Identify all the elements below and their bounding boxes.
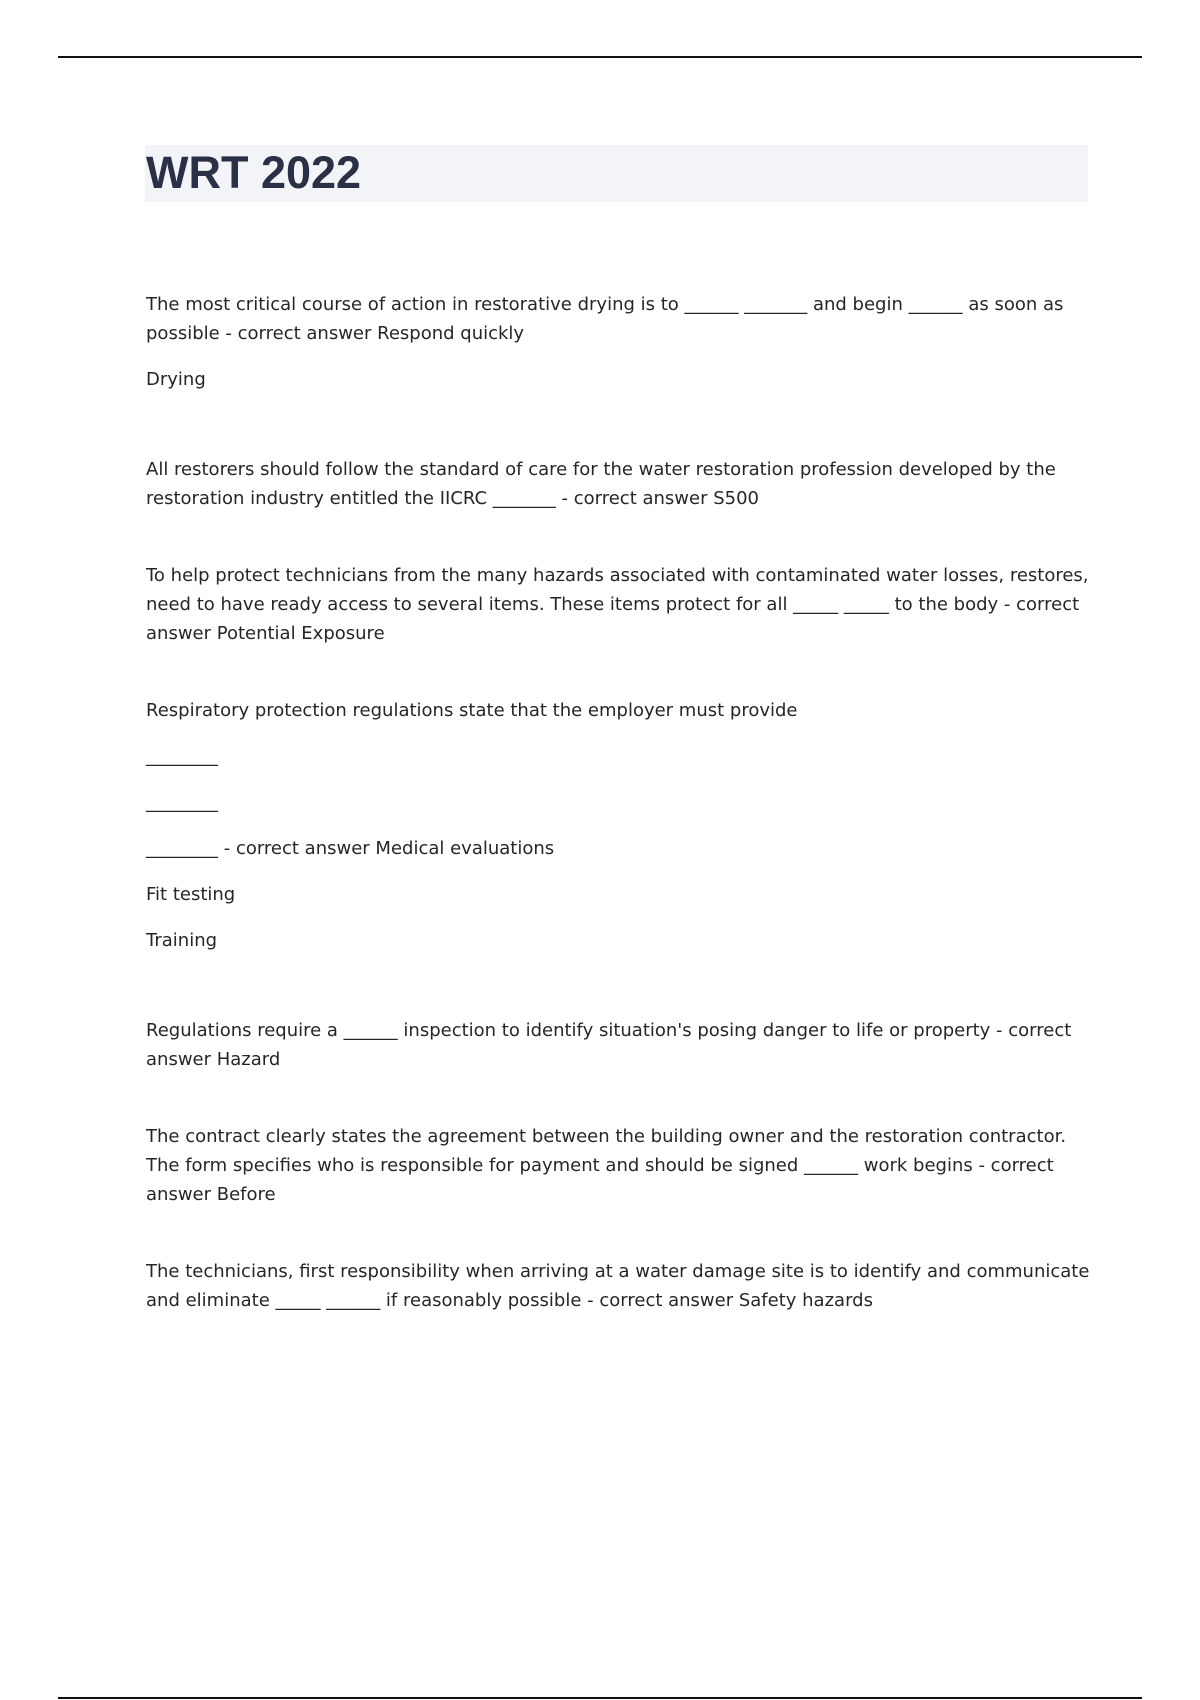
qa-question: The technicians, first responsibility when arriving at a water damage site is to identify and communicate and eliminate _____ ______ if reasonably possible - correct answer Safety hazards bbox=[146, 1261, 1090, 1311]
qa-answer-line: Fit testing bbox=[146, 884, 236, 905]
qa-question: The most critical course of action in restorative drying is to ______ _______ and begin ______ as soon as possible - correct answer Respond quickly bbox=[146, 294, 1064, 344]
qa-item-1 bbox=[146, 290, 1092, 394]
qa-answer-line: Training bbox=[146, 930, 218, 951]
qa-question: The contract clearly states the agreement between the building owner and the restoration contractor. The form specifies who is responsible for payment and should be signed ______ work begins - correct answer Before bbox=[146, 1126, 1067, 1205]
qa-item-2 bbox=[146, 455, 1092, 513]
qa-item-7 bbox=[146, 1257, 1092, 1315]
qa-item-3 bbox=[146, 561, 1092, 648]
header-rule bbox=[58, 56, 1142, 58]
qa-question: Regulations require a ______ inspection to identify situation's posing danger to life or property - correct answer Hazard bbox=[146, 1020, 1072, 1070]
qa-item-6 bbox=[146, 1122, 1092, 1209]
qa-answer-line: ________ - correct answer Medical evaluations bbox=[146, 838, 555, 859]
qa-answer-line: ________ bbox=[146, 792, 218, 813]
footer-rule bbox=[58, 1697, 1142, 1699]
qa-item-5 bbox=[146, 1016, 1092, 1074]
qa-answer-line: ________ bbox=[146, 746, 218, 767]
qa-question: All restorers should follow the standard of care for the water restoration profession developed by the restoration industry entitled the IICRC _______ - correct answer S500 bbox=[146, 459, 1056, 509]
qa-question: Respiratory protection regulations state that the employer must provide bbox=[146, 700, 798, 721]
qa-list bbox=[146, 290, 1092, 1315]
qa-question: To help protect technicians from the many hazards associated with contaminated water losses, restores, need to have ready access to several items. These items protect for all _____ _____ to the body - correct answer Potential Exposure bbox=[146, 565, 1089, 644]
page-title: WRT 2022 bbox=[146, 147, 362, 198]
qa-answer-line: Drying bbox=[146, 369, 206, 390]
qa-item-4 bbox=[146, 696, 1092, 955]
